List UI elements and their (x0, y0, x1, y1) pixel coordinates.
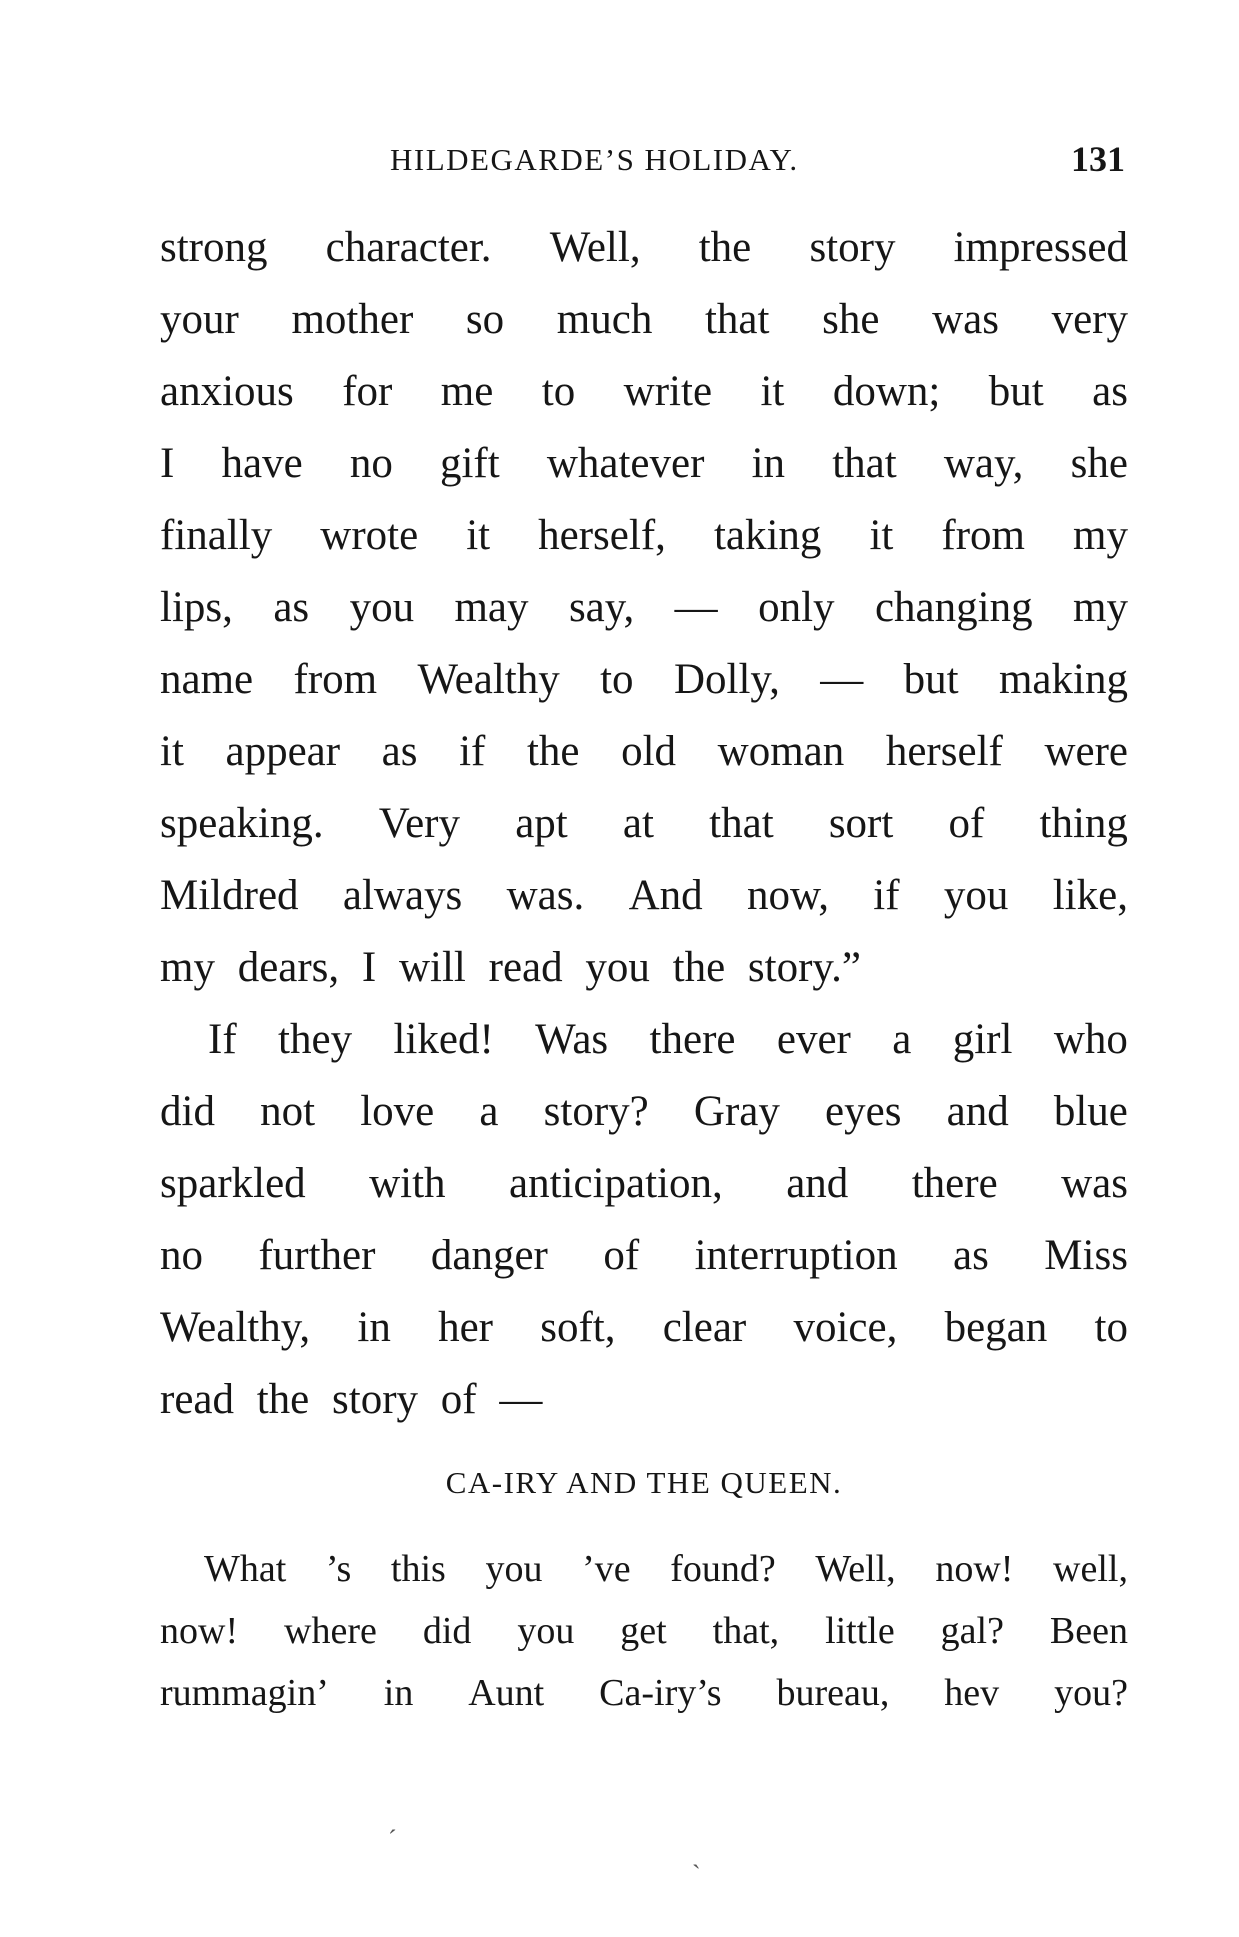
text-line: your mother so much that she was very (160, 296, 1128, 343)
text-line: my dears, I will read you the story.” (160, 944, 861, 991)
section-heading: CA-IRY AND THE QUEEN. (445, 1465, 843, 1500)
text-line: speaking. Very apt at that sort of thing (160, 800, 1128, 847)
story-text (160, 1546, 1128, 1732)
text-line: it appear as if the old woman herself were (160, 728, 1128, 775)
print-speck: ˊ (388, 1825, 397, 1854)
text-line: lips, as you may say, — only changing my (160, 584, 1128, 631)
text-line: finally wrote it herself, taking it from my (160, 512, 1128, 559)
text-line: did not love a story? Gray eyes and blue (160, 1088, 1128, 1135)
text-line: name from Wealthy to Dolly, — but making (160, 656, 1128, 703)
text-line: sparkled with anticipation, and there was (160, 1160, 1128, 1207)
text-line: Wealthy, in her soft, clear voice, began to (160, 1304, 1128, 1351)
text-line: If they liked! Was there ever a girl who (208, 1016, 1128, 1063)
body-text (160, 222, 1128, 1446)
text-line: read the story of — (160, 1376, 543, 1423)
text-line: no further danger of interruption as Miss (160, 1232, 1128, 1279)
text-line: strong character. Well, the story impressed (160, 224, 1128, 271)
print-speck: ˋ (692, 1860, 701, 1889)
text-line: What ’s this you ’ve found? Well, now! well, (204, 1548, 1128, 1590)
text-line: rummagin’ in Aunt Ca-iry’s bureau, hev you? (160, 1672, 1128, 1714)
text-line: now! where did you get that, little gal? Been (160, 1610, 1128, 1652)
running-head (160, 139, 1125, 188)
running-title: HILDEGARDE’S HOLIDAY. (390, 142, 799, 177)
text-line: anxious for me to write it down; but as (160, 368, 1128, 415)
text-line: Mildred always was. And now, if you like, (160, 872, 1128, 919)
page-number: 131 (1071, 139, 1125, 179)
text-line: I have no gift whatever in that way, she (160, 440, 1128, 487)
